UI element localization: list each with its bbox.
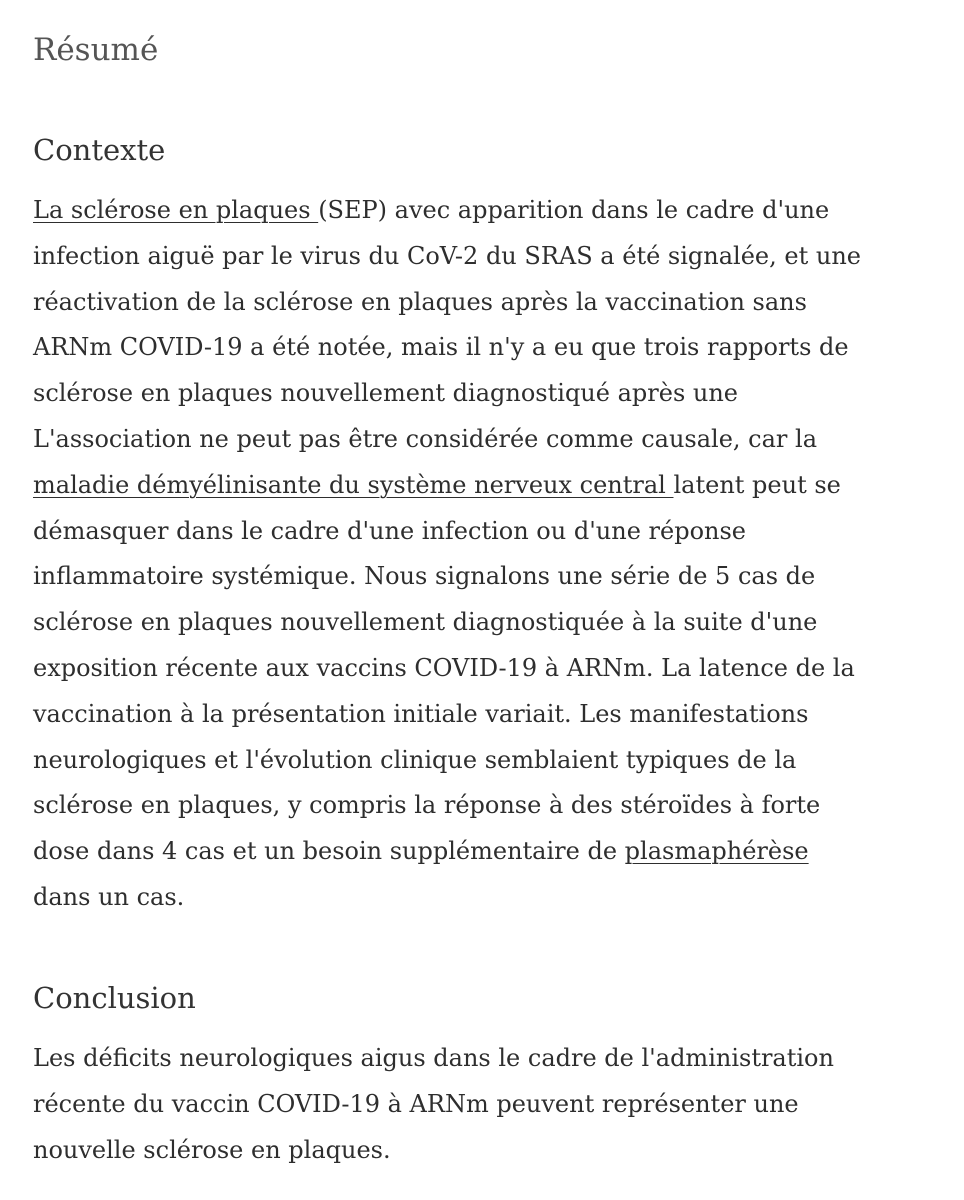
abstract-title: Résumé — [33, 32, 159, 68]
section-heading-contexte: Contexte — [33, 133, 166, 167]
text-line — [33, 463, 861, 509]
text-line: sclérose en plaques, y compris la réponse à des stéroïdes à forte — [33, 791, 821, 820]
section-body-conclusion — [33, 1036, 834, 1173]
link-maladie-demyelinisante[interactable]: maladie démyélinisante du système nerveux central — [33, 470, 674, 499]
text-line: dans un cas. — [33, 882, 185, 911]
text-line: démasquer dans le cadre d'une infection ou d'une réponse — [33, 516, 747, 545]
text-line: exposition récente aux vaccins COVID-19 à ARNm. La latence de la — [33, 653, 855, 682]
text-line: réactivation de la sclérose en plaques après la vaccination sans — [33, 287, 807, 316]
text-line: inflammatoire systémique. Nous signalons une série de 5 cas de — [33, 562, 816, 591]
line-text: latent peut se — [673, 470, 841, 499]
text-line: infection aiguë par le virus du CoV-2 du SRAS a été signalée, et une — [33, 241, 861, 270]
text-line: récente du vaccin COVID-19 à ARNm peuvent représenter une — [33, 1089, 799, 1118]
link-plasmapherese[interactable]: plasmaphérèse — [624, 837, 809, 866]
text-line — [33, 829, 861, 875]
text-line: nouvelle sclérose en plaques. — [33, 1135, 391, 1164]
section-body-contexte — [33, 188, 861, 921]
line-text: (SEP) avec apparition dans le cadre d'une — [318, 196, 830, 224]
text-line: sclérose en plaques nouvellement diagnostiquée à la suite d'une — [33, 608, 818, 637]
section-heading-conclusion: Conclusion — [33, 981, 196, 1015]
text-line: L'association ne peut pas être considérée comme causale, car la — [33, 424, 818, 453]
text-line: sclérose en plaques nouvellement diagnostiqué après une — [33, 379, 738, 408]
text-line: vaccination à la présentation initiale variait. Les manifestations — [33, 699, 809, 728]
text-line: Les déficits neurologiques aigus dans le cadre de l'administration — [33, 1044, 834, 1072]
text-line — [33, 188, 861, 234]
text-line: neurologiques et l'évolution clinique semblaient typiques de la — [33, 745, 797, 774]
line-text: dose dans 4 cas et un besoin supplémentaire de — [33, 837, 625, 866]
link-sclerose-en-plaques[interactable]: La sclérose en plaques — [33, 196, 319, 224]
text-line: ARNm COVID-19 a été notée, mais il n'y a eu que trois rapports de — [33, 333, 849, 362]
